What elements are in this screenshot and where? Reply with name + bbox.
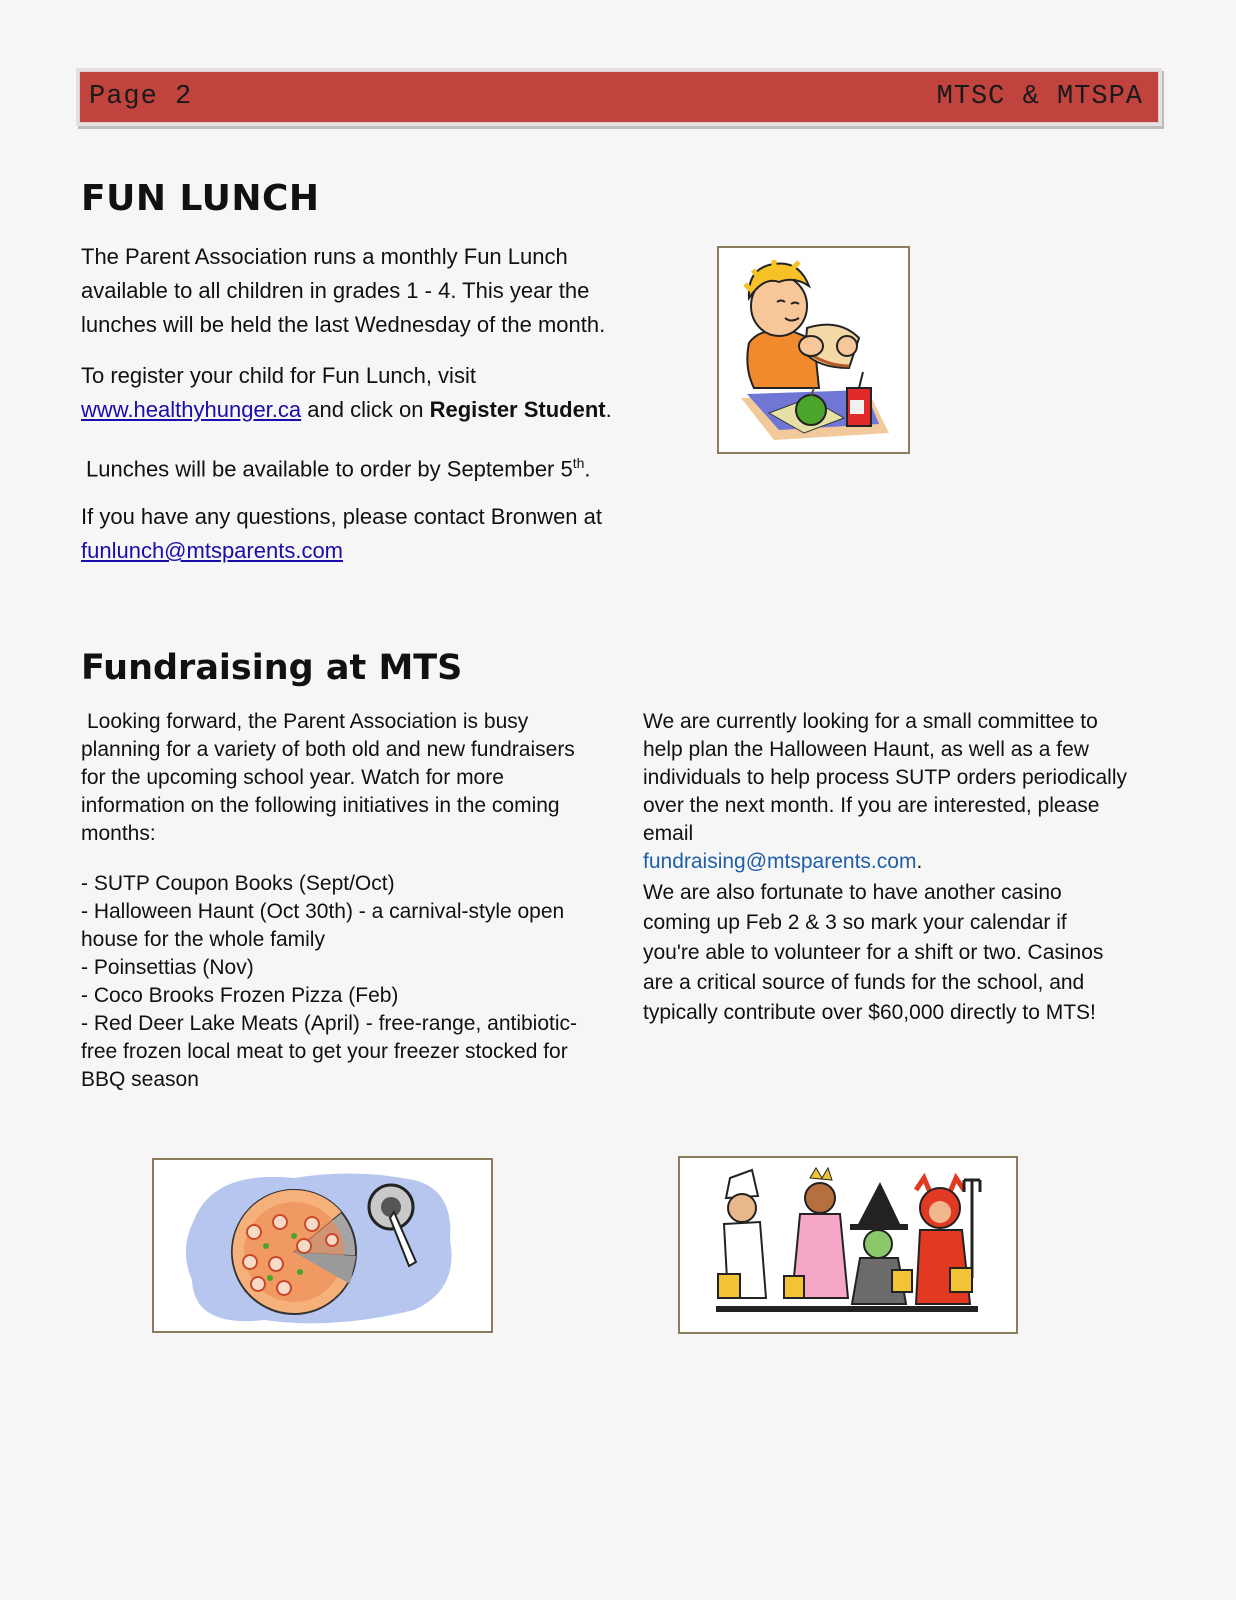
pizza-image xyxy=(152,1158,493,1333)
initiative-item: - Halloween Haunt (Oct 30th) - a carnival-style open house for the whole family xyxy=(81,900,565,951)
page-number-label: Page 2 xyxy=(89,82,193,112)
fundraising-intro: Looking forward, the Parent Association is busy planning for a variety of both old and new fundraisers for the upcoming school year. Watch for more information on the following initiatives in the coming months: xyxy=(81,710,575,845)
page-header-bar xyxy=(76,68,1162,126)
register-student-bold: Register Student xyxy=(429,397,606,422)
initiative-item: - SUTP Coupon Books (Sept/Oct) xyxy=(81,872,395,895)
funlunch-email-link[interactable]: funlunch@mtsparents.com xyxy=(81,538,344,563)
halloween-kids-illustration xyxy=(680,1158,1016,1332)
casino-text: We are also fortunate to have another casino coming up Feb 2 & 3 so mark your calendar if you're able to volunteer for a shift or two. Casinos are a critical source of funds for the school, and typically contribute over $60,000 directly to MTS! xyxy=(643,881,1104,1024)
email-end: . xyxy=(916,850,923,873)
fun-lunch-contact xyxy=(81,500,641,568)
fundraising-title: Fundraising at MTS xyxy=(81,648,463,688)
fundraising-email-link[interactable]: fundraising@mtsparents.com xyxy=(643,850,917,873)
fundraising-left-column xyxy=(81,708,601,1094)
initiative-item: - Poinsettias (Nov) xyxy=(81,956,254,979)
healthyhunger-link[interactable]: www.healthyhunger.ca xyxy=(81,397,302,422)
initiative-item: - Red Deer Lake Meats (April) - free-range, antibiotic-free frozen local meat to get your freezer stocked for BBQ season xyxy=(81,1012,578,1091)
order-end: . xyxy=(584,456,591,482)
fundraising-right-column xyxy=(643,708,1128,1028)
order-superscript: th xyxy=(572,455,585,471)
lunch-boy-illustration xyxy=(719,248,908,452)
halloween-kids-image xyxy=(678,1156,1018,1334)
committee-text: We are currently looking for a small committee to help plan the Halloween Haunt, as well as a few individuals to help process SUTP orders periodically over the next month. If you are interested, please email xyxy=(643,710,1128,845)
pizza-illustration xyxy=(154,1160,491,1331)
lunch-boy-image xyxy=(717,246,910,454)
organization-label: MTSC & MTSPA xyxy=(936,82,1143,112)
fun-lunch-intro: The Parent Association runs a monthly Fun Lunch available to all children in grades 1 - 4. This year the lunches will be held the last Wednesday of the month. xyxy=(81,244,606,337)
fun-lunch-register xyxy=(81,359,641,427)
fun-lunch-order-date xyxy=(86,446,646,486)
initiative-item: - Coco Brooks Frozen Pizza (Feb) xyxy=(81,984,399,1007)
register-prefix: To register your child for Fun Lunch, visit xyxy=(81,363,476,388)
fun-lunch-title: FUN LUNCH xyxy=(81,178,320,219)
order-text: Lunches will be available to order by September 5 xyxy=(86,456,573,482)
register-mid: and click on xyxy=(307,397,424,422)
contact-text: If you have any questions, please contact Bronwen at xyxy=(81,504,602,529)
register-end: . xyxy=(605,397,612,422)
